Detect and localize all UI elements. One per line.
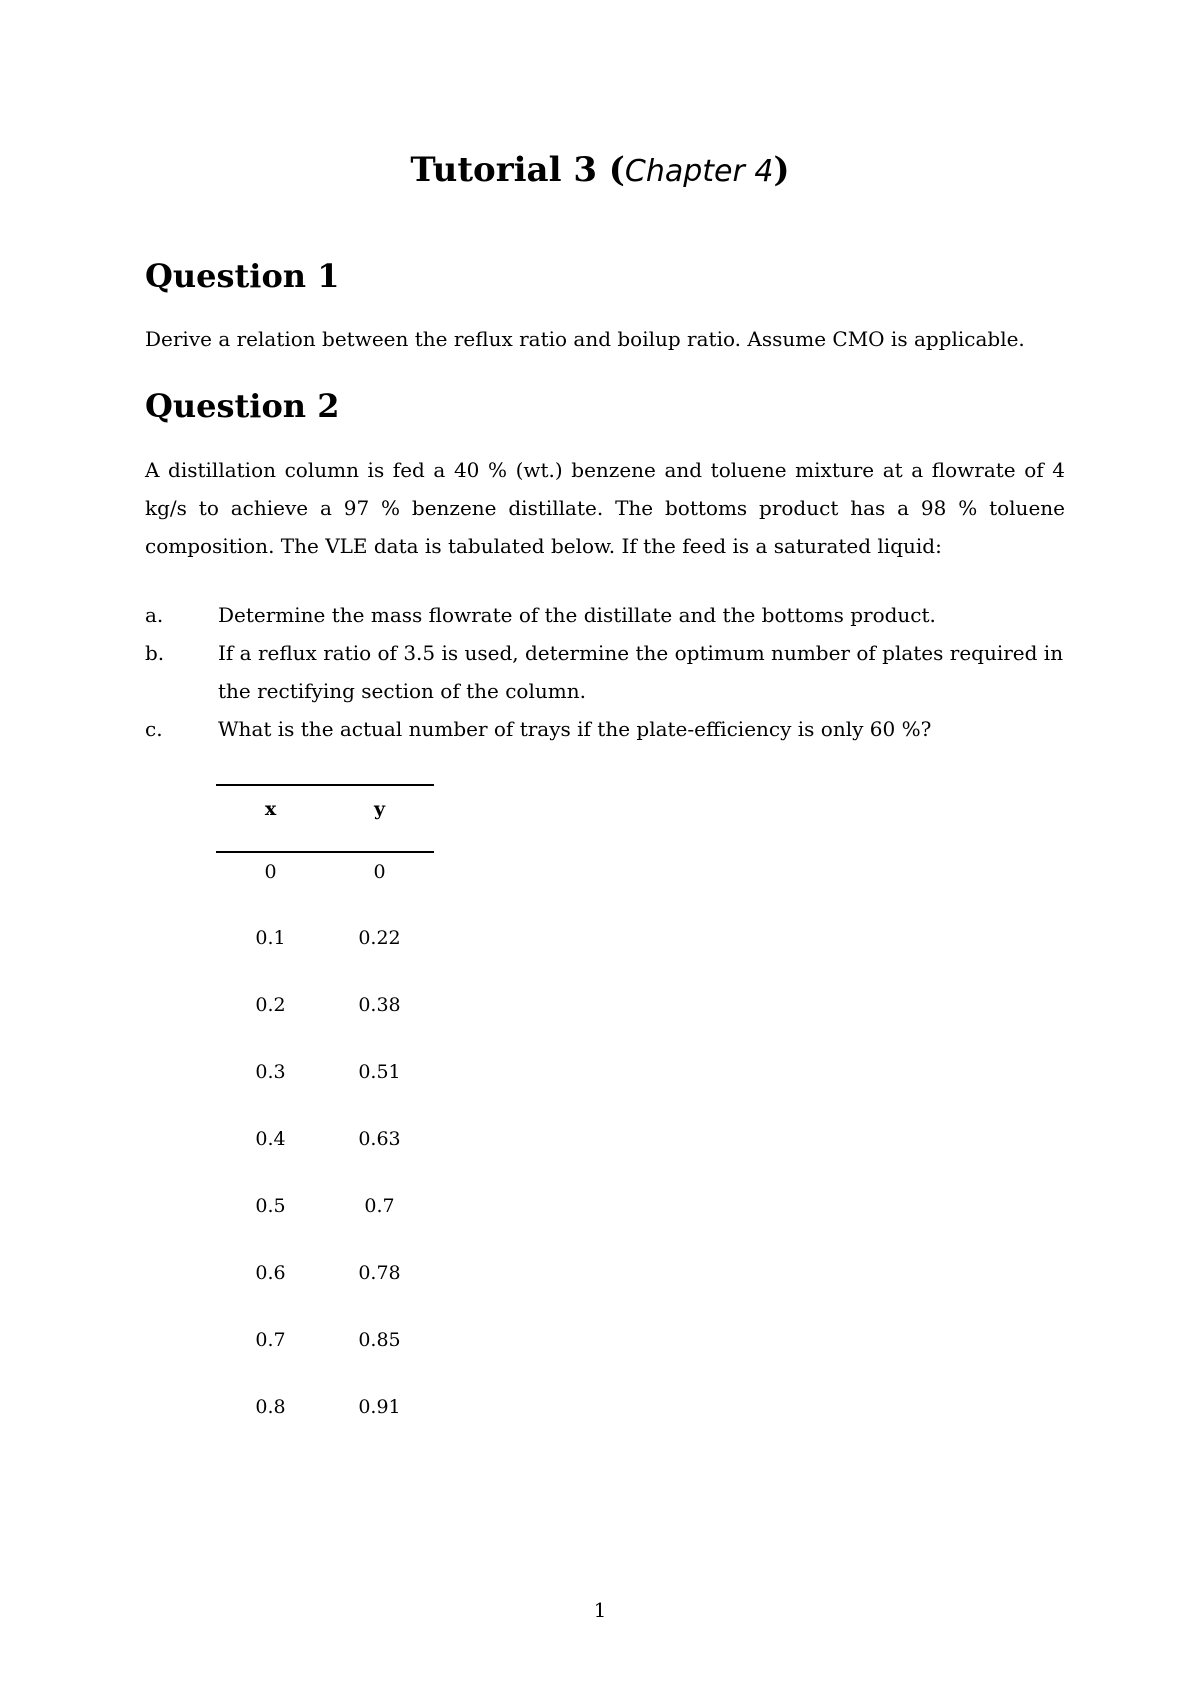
question-2-heading: Question 2 [145, 387, 340, 425]
table-cell-y: 0.78 [358, 1262, 401, 1284]
page-title [0, 148, 1200, 194]
table-header-row [216, 785, 434, 852]
list-item [145, 710, 1065, 748]
table-row [216, 986, 434, 1053]
part-text: What is the actual number of trays if the plate-efficiency is only 60 %? [218, 717, 932, 741]
column-header-y: y [325, 785, 434, 852]
question-1-text: Derive a relation between the reflux ratio and boilup ratio. Assume CMO is applicable. [145, 327, 1025, 351]
table-cell-x: 0.6 [255, 1262, 286, 1284]
part-text: If a reflux ratio of 3.5 is used, determine the optimum number of plates required in the rectifying section of the column. [218, 641, 1064, 703]
table-row [216, 1053, 434, 1120]
table-row [216, 1120, 434, 1187]
table-cell-y: 0.7 [364, 1195, 395, 1217]
table-cell-y: 0.91 [358, 1396, 401, 1418]
vle-data-table [216, 784, 434, 1455]
table-cell-y: 0 [373, 861, 386, 883]
title-close: ) [773, 150, 790, 190]
table-cell-x: 0.7 [255, 1329, 286, 1351]
table-cell-y: 0.63 [358, 1128, 401, 1150]
page-number: 1 [593, 1598, 607, 1622]
table-row [216, 1321, 434, 1388]
table-cell-x: 0.8 [255, 1396, 286, 1418]
title-main: Tutorial 3 ( [410, 150, 625, 190]
table-cell-x: 0.1 [255, 927, 286, 949]
part-letter: b. [145, 641, 165, 665]
table-cell-x: 0.4 [255, 1128, 286, 1150]
question-1-heading: Question 1 [145, 257, 340, 295]
part-letter: a. [145, 603, 164, 627]
table-cell-x: 0.2 [255, 994, 286, 1016]
table-cell-y: 0.85 [358, 1329, 401, 1351]
list-item [145, 634, 1065, 710]
table-cell-y: 0.38 [358, 994, 401, 1016]
question-2-parts [145, 596, 1065, 748]
table-cell-x: 0 [264, 861, 277, 883]
question-2-text: A distillation column is fed a 40 % (wt.) benzene and toluene mixture at a flowrate of 4 kg/s to achieve a 97 % benzene distillate. The bottoms product has a 98 % toluene composition. The VLE data is tabulated below. If the feed is a saturated liquid: [145, 458, 1065, 558]
list-item [145, 596, 1065, 634]
table-cell-x: 0.3 [255, 1061, 286, 1083]
table-row [216, 852, 434, 919]
part-text: Determine the mass flowrate of the distillate and the bottoms product. [218, 603, 936, 627]
table-row [216, 1187, 434, 1254]
table-row [216, 1254, 434, 1321]
column-header-x: x [216, 785, 325, 852]
table-cell-y: 0.22 [358, 927, 401, 949]
part-letter: c. [145, 717, 163, 741]
table-cell-y: 0.51 [358, 1061, 401, 1083]
table-row [216, 1388, 434, 1455]
table-row [216, 919, 434, 986]
title-chapter: Chapter 4 [624, 154, 774, 189]
table-cell-x: 0.5 [255, 1195, 286, 1217]
